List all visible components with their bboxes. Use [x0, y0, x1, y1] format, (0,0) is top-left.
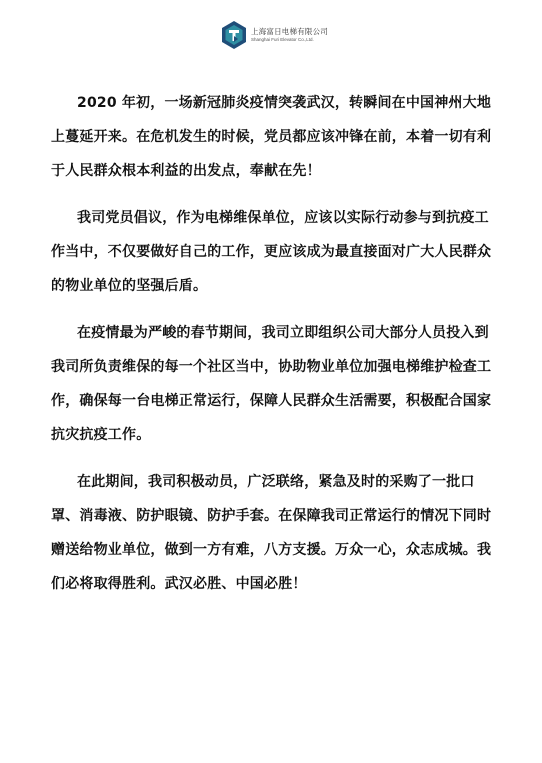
- company-name-en: Shanghai Furi Elevator Co.,Ltd.: [251, 37, 314, 42]
- company-name-cn: 上海富日电梯有限公司: [251, 26, 328, 36]
- paragraph-3: 在疫情最为严峻的春节期间，我司立即组织公司大部分人员投入到我司所负责维保的每一个社区当中，协助物业单位加强电梯维护检查工作，确保每一台电梯正常运行，保障人民群众生活需要，积极配合国家抗灾抗疫工作。: [51, 325, 492, 443]
- paragraph-2: 我司党员倡议，作为电梯维保单位，应该以实际行动参与到抗疫工作当中，不仅要做好自己的工作，更应该成为最直接面对广大人民群众的物业单位的坚强后盾。: [51, 210, 492, 294]
- paragraph-1: 2020 年初，一场新冠肺炎疫情突袭武汉，转瞬间在中国神州大地上蔓延开来。在危机发生的时候，党员都应该冲锋在前，本着一切有利于人民群众根本利益的出发点，奉献在先！: [51, 95, 492, 179]
- document-body: [51, 86, 501, 614]
- paragraph-4: 在此期间，我司积极动员，广泛联络，紧急及时的采购了一批口罩、消毒液、防护眼镜、防护手套。在保障我司正常运行的情况下同时赠送给物业单位，做到一方有难，八方支援。万众一心，众志成城。我们必将取得胜利。武汉必胜、中国必胜！: [51, 474, 492, 592]
- hexagon-logo-icon: [221, 20, 247, 50]
- company-header: [221, 20, 328, 50]
- company-name-block: [251, 28, 328, 43]
